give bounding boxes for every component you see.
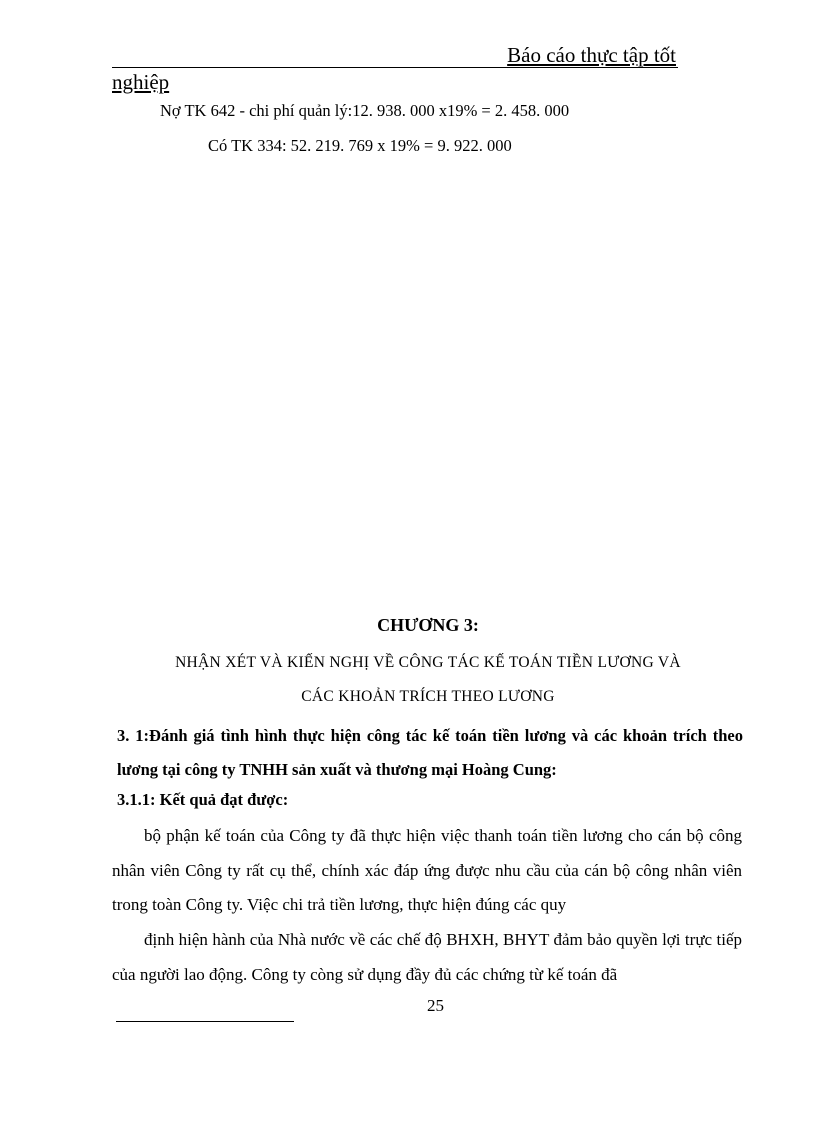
header-title-continuation: nghiệp — [112, 70, 170, 94]
credit-entry: Có TK 334: 52. 219. 769 x 19% = 9. 922. 000 — [208, 136, 512, 155]
paragraph-2: định hiện hành của Nhà nước về các chế độ BHXH, BHYT đảm bảo quyền lợi trực tiếp của người lao động. Công ty còng sử dụng đầy đủ các chứng từ kế toán đã — [112, 930, 742, 984]
chapter-subtitle-line2: CÁC KHOẢN TRÍCH THEO LƯƠNG — [301, 688, 555, 705]
chapter-subtitle-line1: NHẬN XÉT VÀ KIẾN NGHỊ VỀ CÔNG TÁC KẾ TOÁN TIỀN LƯƠNG VÀ — [175, 654, 681, 671]
debit-entry: Nợ TK 642 - chi phí quản lý:12. 938. 000 x19% = 2. 458. 000 — [160, 101, 570, 120]
section-subheading: 3.1.1: Kết quả đạt được: — [117, 790, 289, 809]
paragraph-1: bộ phận kế toán của Công ty đã thực hiện việc thanh toán tiền lương cho cán bộ công nhân viên Công ty rất cụ thể, chính xác đáp ứng được nhu cầu của cán bộ công nhân viên trong toàn Công ty. Việc chi trả tiền lương, thực hiện đúng các quy — [112, 826, 742, 914]
footnote-rule — [116, 1021, 294, 1022]
section-heading: 3. 1:Đánh giá tình hình thực hiện công tác kế toán tiền lương và các khoản trích theo lương tại công ty TNHH sản xuất và thương mại Hoàng Cung: — [117, 726, 743, 779]
page-number: 25 — [427, 996, 444, 1015]
chapter-title: CHƯƠNG 3: — [377, 615, 479, 635]
header-title: Báo cáo thực tập tốt — [507, 43, 676, 67]
